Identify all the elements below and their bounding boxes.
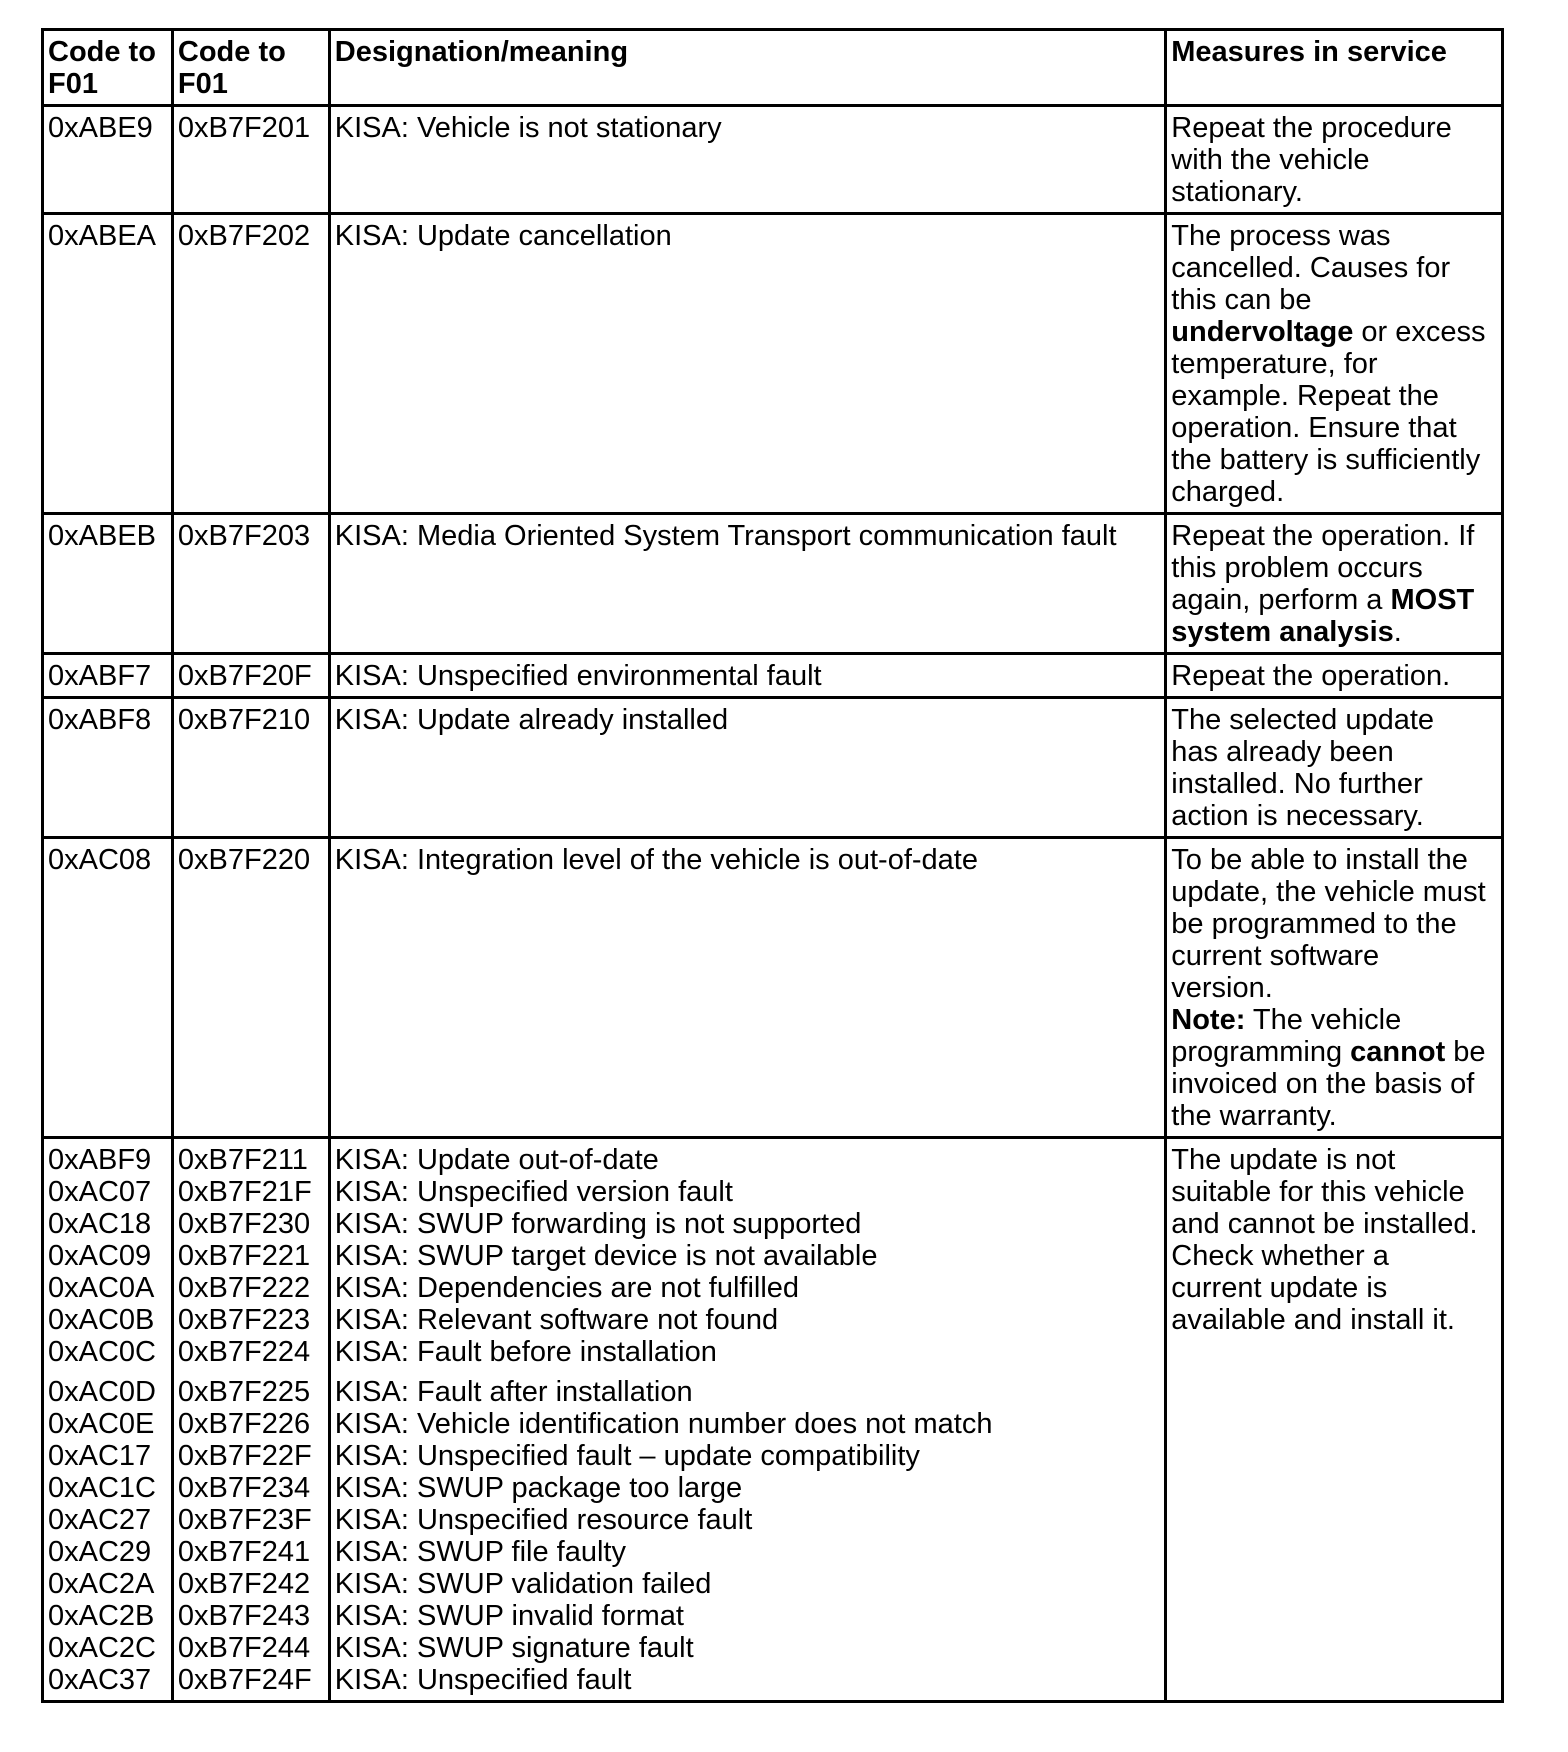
- code-new-item: 0xB7F225: [177, 1376, 311, 1408]
- measures-line: action is necessary.: [1171, 800, 1424, 832]
- designation-item: KISA: Fault before installation: [334, 1336, 717, 1368]
- code-new-cell: 0xB7F203: [172, 514, 329, 654]
- code-old-item: 0xAC0B: [48, 1304, 155, 1336]
- inline-text: programming: [1171, 1036, 1351, 1068]
- measures-line: operation. Ensure that: [1171, 412, 1457, 444]
- code-new-cell: 0xB7F210: [172, 698, 329, 838]
- header-code-old: Code to F01: [43, 30, 173, 106]
- measures-line: current update is: [1171, 1272, 1388, 1304]
- measures-line: be programmed to the: [1171, 908, 1457, 940]
- code-old-list-cell: [43, 1138, 173, 1702]
- inline-text: or excess: [1353, 316, 1486, 348]
- designation-item: KISA: Unspecified resource fault: [334, 1504, 753, 1536]
- table-row: [43, 514, 1503, 654]
- measures-line: charged.: [1171, 476, 1285, 508]
- inline-text: be: [1445, 1036, 1486, 1068]
- code-old-item: 0xAC2B: [48, 1600, 155, 1632]
- measures-line: The selected update: [1171, 704, 1435, 736]
- code-new-item: 0xB7F221: [177, 1240, 311, 1272]
- code-old-cell: 0xAC08: [43, 838, 173, 1138]
- code-old-cell: 0xABEA: [43, 214, 173, 514]
- designation-item: KISA: Unspecified version fault: [334, 1176, 733, 1208]
- code-old-item: 0xAC17: [48, 1440, 152, 1472]
- bold-text: undervoltage: [1171, 316, 1354, 348]
- table-row: [43, 214, 1503, 514]
- inline-text: The vehicle: [1245, 1004, 1402, 1036]
- table-row: [43, 106, 1503, 214]
- table-row: [43, 838, 1503, 1138]
- designation-cell: KISA: Vehicle is not stationary: [329, 106, 1165, 214]
- code-old-item: 0xAC0C: [48, 1336, 156, 1368]
- code-new-item: 0xB7F21F: [177, 1176, 312, 1208]
- designation-item: KISA: SWUP target device is not available: [334, 1240, 878, 1272]
- code-old-cell: 0xABEB: [43, 514, 173, 654]
- code-old-item: 0xAC0E: [48, 1408, 155, 1440]
- code-old-cell: 0xABE9: [43, 106, 173, 214]
- measures-line: Repeat the operation. If: [1171, 520, 1475, 552]
- note-label: Note:: [1171, 1004, 1246, 1036]
- code-old-item: 0xAC2C: [48, 1632, 156, 1664]
- code-new-item: 0xB7F243: [177, 1600, 311, 1632]
- fault-code-table: [41, 28, 1504, 1703]
- code-old-cell: 0xABF7: [43, 654, 173, 698]
- code-new-item: 0xB7F226: [177, 1408, 311, 1440]
- code-new-item: 0xB7F241: [177, 1536, 311, 1568]
- designation-item: KISA: Relevant software not found: [334, 1304, 779, 1336]
- measures-line: suitable for this vehicle: [1171, 1176, 1465, 1208]
- designation-item: KISA: Unspecified fault: [334, 1664, 632, 1696]
- designation-cell: KISA: Media Oriented System Transport communication fault: [329, 514, 1165, 654]
- measures-line: available and install it.: [1171, 1304, 1455, 1336]
- code-old-item: 0xAC0D: [48, 1376, 156, 1408]
- designation-item: KISA: Vehicle identification number does not match: [334, 1408, 993, 1440]
- designation-item: KISA: Update out-of-date: [334, 1144, 659, 1176]
- code-old-item: 0xAC09: [48, 1240, 152, 1272]
- measures-line: The process was: [1171, 220, 1391, 252]
- measures-line: and cannot be installed.: [1171, 1208, 1478, 1240]
- designation-cell: KISA: Update cancellation: [329, 214, 1165, 514]
- bold-text: system analysis: [1171, 616, 1394, 648]
- code-old-item: 0xAC0A: [48, 1272, 155, 1304]
- measures-line: cancelled. Causes for: [1171, 252, 1451, 284]
- note-line: [1171, 1004, 1497, 1036]
- code-new-item: 0xB7F230: [177, 1208, 311, 1240]
- measures-line: this can be: [1171, 284, 1312, 316]
- code-new-item: 0xB7F23F: [177, 1504, 312, 1536]
- measures-line: [1171, 584, 1497, 616]
- note-line: the warranty.: [1171, 1100, 1337, 1132]
- code-new-item: 0xB7F224: [177, 1336, 311, 1368]
- code-new-item: 0xB7F211: [177, 1144, 308, 1176]
- designation-cell: KISA: Integration level of the vehicle is out-of-date: [329, 838, 1165, 1138]
- measures-cell: [1166, 654, 1503, 698]
- bold-text: MOST: [1390, 584, 1475, 616]
- measures-cell: [1166, 214, 1503, 514]
- measures-line: installed. No further: [1171, 768, 1423, 800]
- designation-item: KISA: SWUP signature fault: [334, 1632, 694, 1664]
- table-header-row: [43, 30, 1503, 106]
- note-line: [1171, 1036, 1497, 1068]
- code-old-item: 0xAC37: [48, 1664, 152, 1696]
- measures-cell: [1166, 1138, 1503, 1702]
- code-new-item: 0xB7F242: [177, 1568, 311, 1600]
- measures-line: stationary.: [1171, 176, 1303, 208]
- measures-line: [1171, 616, 1497, 648]
- code-old-item: 0xAC2A: [48, 1568, 155, 1600]
- code-new-item: 0xB7F222: [177, 1272, 311, 1304]
- code-old-item: 0xAC29: [48, 1536, 152, 1568]
- measures-line: this problem occurs: [1171, 552, 1423, 584]
- measures-line: current software: [1171, 940, 1380, 972]
- designation-item: KISA: SWUP package too large: [334, 1472, 743, 1504]
- designation-cell: KISA: Update already installed: [329, 698, 1165, 838]
- designation-item: KISA: SWUP forwarding is not supported: [334, 1208, 862, 1240]
- note-line: invoiced on the basis of: [1171, 1068, 1475, 1100]
- code-new-item: 0xB7F24F: [177, 1664, 312, 1696]
- measures-line: Check whether a: [1171, 1240, 1389, 1272]
- designation-item: KISA: Unspecified fault – update compatibility: [334, 1440, 920, 1472]
- code-old-cell: 0xABF8: [43, 698, 173, 838]
- table-row: [43, 654, 1503, 698]
- code-new-item: 0xB7F234: [177, 1472, 311, 1504]
- designation-item: KISA: SWUP file faulty: [334, 1536, 626, 1568]
- code-new-cell: 0xB7F20F: [172, 654, 329, 698]
- designation-item: KISA: Fault after installation: [334, 1376, 693, 1408]
- bold-text: cannot: [1350, 1036, 1446, 1068]
- code-new-item: 0xB7F223: [177, 1304, 311, 1336]
- measures-line: [1171, 316, 1497, 348]
- header-designation: Designation/meaning: [329, 30, 1165, 106]
- measures-cell: [1166, 106, 1503, 214]
- table-row: [43, 698, 1503, 838]
- table-row-group: [43, 1138, 1503, 1702]
- code-old-item: 0xAC07: [48, 1176, 152, 1208]
- measures-line: Repeat the procedure: [1171, 112, 1452, 144]
- measures-cell: [1166, 838, 1503, 1138]
- code-new-cell: 0xB7F202: [172, 214, 329, 514]
- code-new-item: 0xB7F244: [177, 1632, 311, 1664]
- header-code-new: Code to F01: [172, 30, 329, 106]
- measures-line: the battery is sufficiently: [1171, 444, 1481, 476]
- measures-line: To be able to install the: [1171, 844, 1468, 876]
- code-old-item: 0xAC27: [48, 1504, 152, 1536]
- measures-line: example. Repeat the: [1171, 380, 1439, 412]
- code-old-item: 0xAC18: [48, 1208, 152, 1240]
- measures-line: update, the vehicle must: [1171, 876, 1486, 908]
- measures-line: with the vehicle: [1171, 144, 1370, 176]
- designation-cell: KISA: Unspecified environmental fault: [329, 654, 1165, 698]
- code-new-list-cell: [172, 1138, 329, 1702]
- code-new-cell: 0xB7F220: [172, 838, 329, 1138]
- code-old-item: 0xAC1C: [48, 1472, 156, 1504]
- designation-item: KISA: SWUP invalid format: [334, 1600, 684, 1632]
- measures-line: temperature, for: [1171, 348, 1378, 380]
- measures-line: has already been: [1171, 736, 1394, 768]
- designation-list-cell: [329, 1138, 1165, 1702]
- header-measures: Measures in service: [1166, 30, 1503, 106]
- measures-line: The update is not: [1171, 1144, 1396, 1176]
- code-new-item: 0xB7F22F: [177, 1440, 312, 1472]
- measures-line: version.: [1171, 972, 1273, 1004]
- inline-text: again, perform a: [1171, 584, 1391, 616]
- designation-item: KISA: SWUP validation failed: [334, 1568, 712, 1600]
- designation-item: KISA: Dependencies are not fulfilled: [334, 1272, 800, 1304]
- measures-line: Repeat the operation.: [1171, 660, 1451, 692]
- measures-cell: [1166, 514, 1503, 654]
- measures-cell: [1166, 698, 1503, 838]
- code-old-item: 0xABF9: [48, 1144, 152, 1176]
- code-new-cell: 0xB7F201: [172, 106, 329, 214]
- inline-text: .: [1393, 616, 1402, 648]
